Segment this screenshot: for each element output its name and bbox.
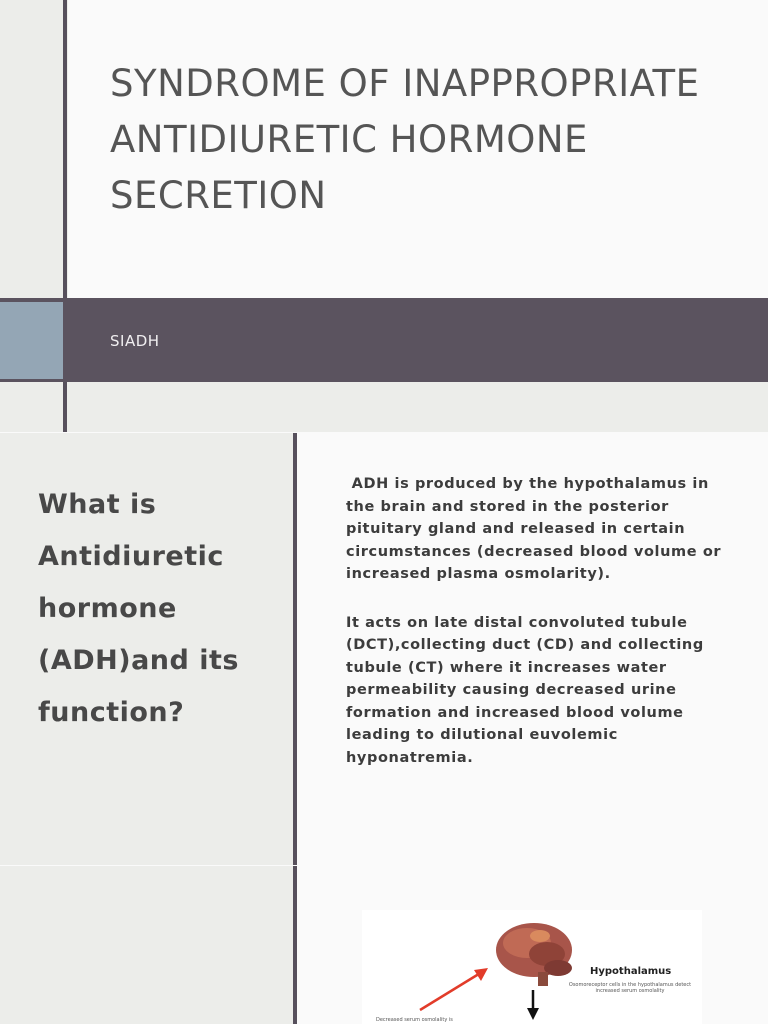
slide-title: SYNDROME OF INAPPROPRIATE ANTIDIURETIC HORMONE SECRETION [110,62,700,217]
hypothalamus-label: Hypothalamus [590,966,672,977]
hypothalamus-slide [0,866,768,1024]
serum-osmolality-caption: Decreased serum osmolality is [376,1017,453,1023]
body-paragraph: It acts on late distal convoluted tubule (DCT),collecting duct (CD) and collecting tubule (CT) where it increases water permeability causing decreased urine formation and increased blood volume leading to dilutional euvolemic hyponatremia. [346,614,710,766]
accent-square [0,302,63,379]
slide-heading: What is Antidiuretic hormone (ADH)and its function? [38,489,239,728]
hypothalamus-diagram [362,910,702,1024]
slide-body [346,473,726,795]
osmoreceptor-caption: Osomoreceptor cells in the hypothalamus detect increased serum osmolality [568,982,692,994]
body-paragraph: ADH is produced by the hypothalamus in the brain and stored in the posterior pituitary gland and released in certain circumstances (decreased blood volume or increased plasma osmolarity). [346,476,727,582]
adh-function-slide [0,433,768,865]
brain-icon [496,923,572,986]
down-arrow-icon [527,990,539,1020]
title-slide [0,0,768,432]
vertical-divider [293,433,297,865]
red-arrow-icon [420,968,488,1010]
slide-subtitle: SIADH [110,332,160,350]
left-panel [0,866,293,1024]
vertical-divider [293,866,297,1024]
